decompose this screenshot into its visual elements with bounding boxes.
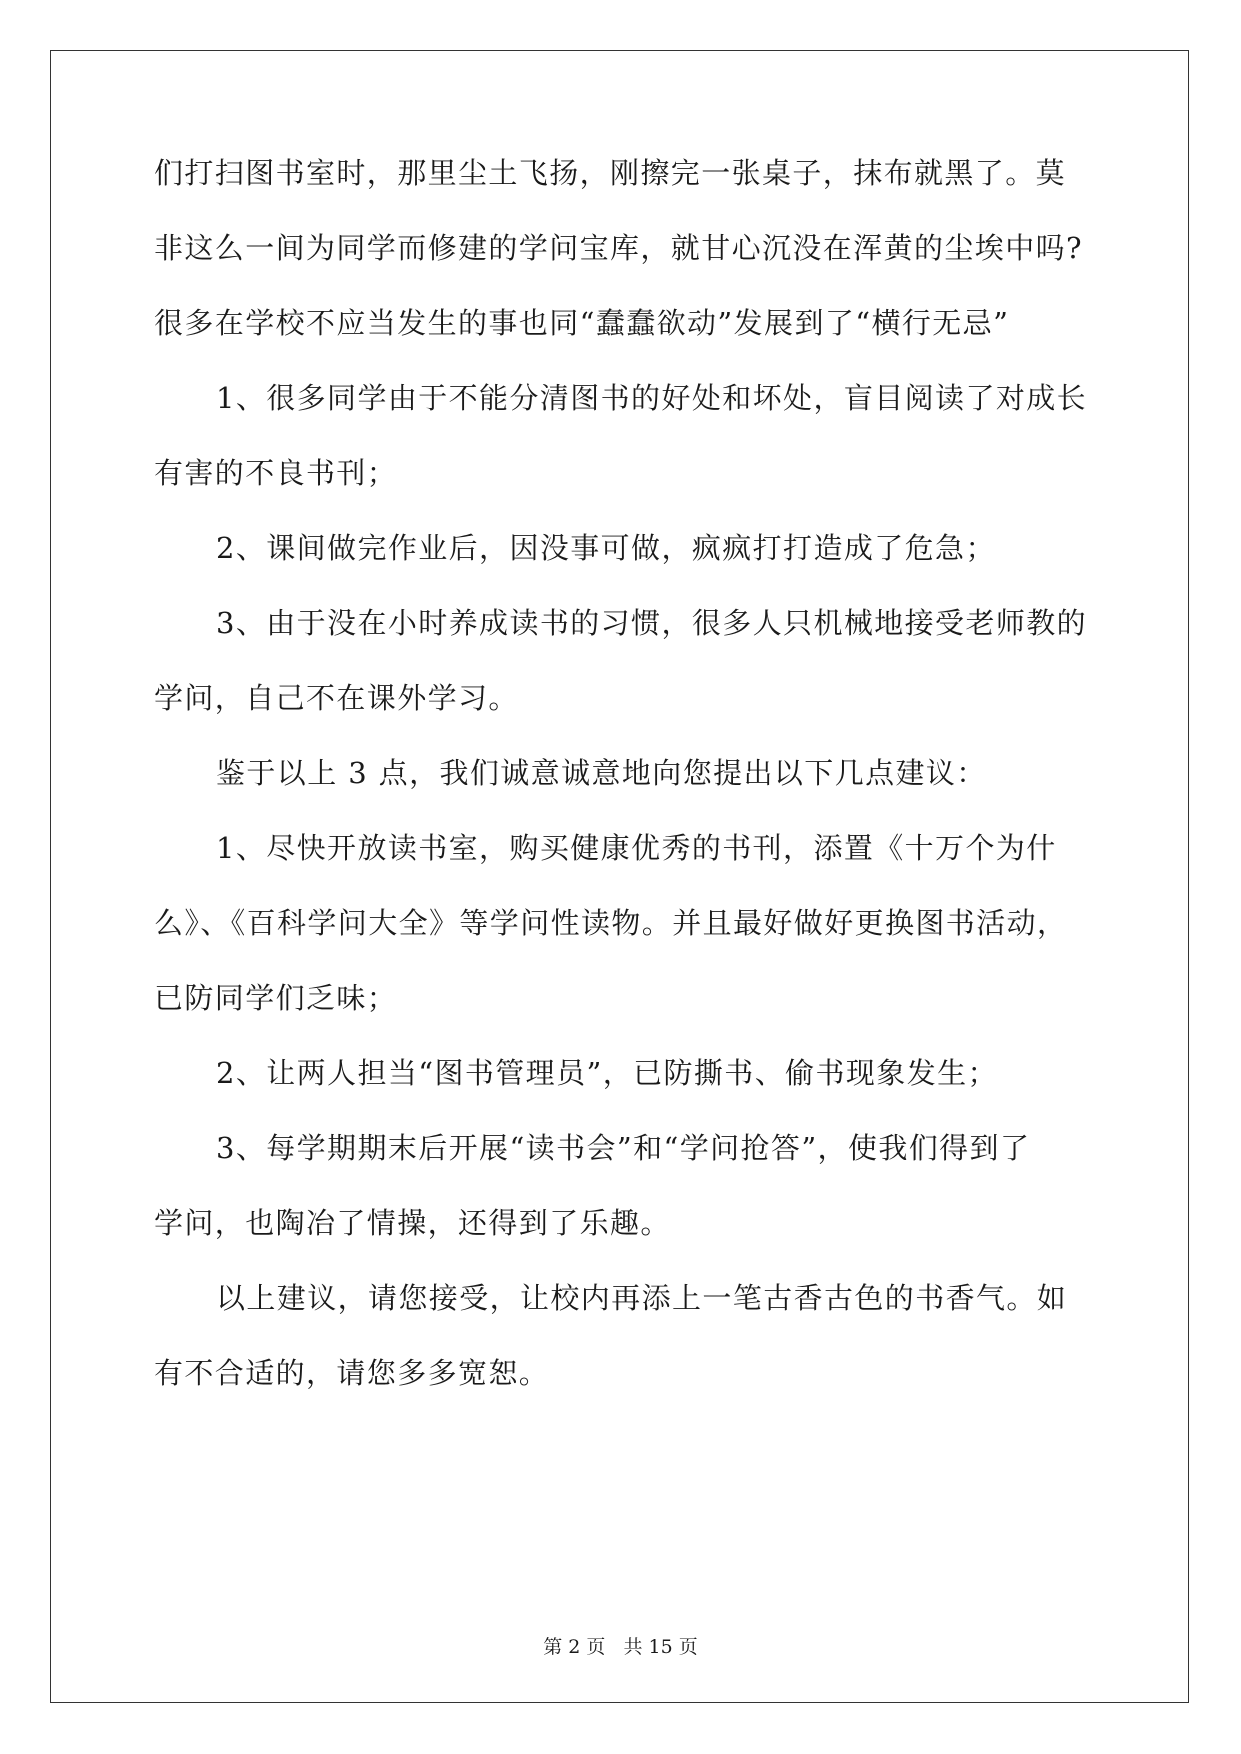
page-footer — [0, 1635, 1241, 1659]
page-frame — [50, 50, 1189, 1703]
text-line: 1、尽快开放读书室，购买健康优秀的书刊，添置《十万个为什 — [216, 831, 1057, 865]
text-line: 很多在学校不应当发生的事也同“蠢蠢欲动”发展到了“横行无忌” — [154, 306, 1010, 340]
text-line: 们打扫图书室时，那里尘土飞扬，刚擦完一张桌子，抹布就黑了。莫 — [154, 156, 1067, 190]
text-line: 3、由于没在小时养成读书的习惯，很多人只机械地接受老师教的 — [216, 606, 1088, 640]
page-number: 第 2 页 — [543, 1636, 606, 1658]
text-line: 有不合适的，请您多多宽恕。 — [154, 1356, 550, 1390]
text-line: 么》、《百科学问大全》等学问性读物。并且最好做好更换图书活动， — [154, 906, 1068, 940]
text-line: 非这么一间为同学而修建的学问宝库，就甘心沉没在浑黄的尘埃中吗? — [154, 231, 1083, 265]
text-line: 以上建议，请您接受，让校内再添上一笔古香古色的书香气。如 — [216, 1281, 1068, 1315]
text-line: 有害的不良书刊； — [154, 456, 398, 490]
text-line: 3、每学期期末后开展“读书会”和“学问抢答”，使我们得到了 — [216, 1131, 1031, 1165]
text-line: 学问，也陶冶了情操，还得到了乐趣。 — [154, 1206, 671, 1240]
text-line: 2、让两人担当“图书管理员”，已防撕书、偷书现象发生； — [216, 1056, 998, 1090]
page-total: 共 15 页 — [623, 1636, 698, 1658]
text-line: 2、课间做完作业后，因没事可做，疯疯打打造成了危急； — [216, 531, 996, 565]
text-line: 1、很多同学由于不能分清图书的好处和坏处，盲目阅读了对成长 — [216, 381, 1088, 415]
text-line: 学问，自己不在课外学习。 — [154, 681, 519, 715]
text-line: 已防同学们乏味； — [154, 981, 398, 1015]
text-line: 鉴于以上 3 点，我们诚意诚意地向您提出以下几点建议： — [216, 756, 987, 790]
